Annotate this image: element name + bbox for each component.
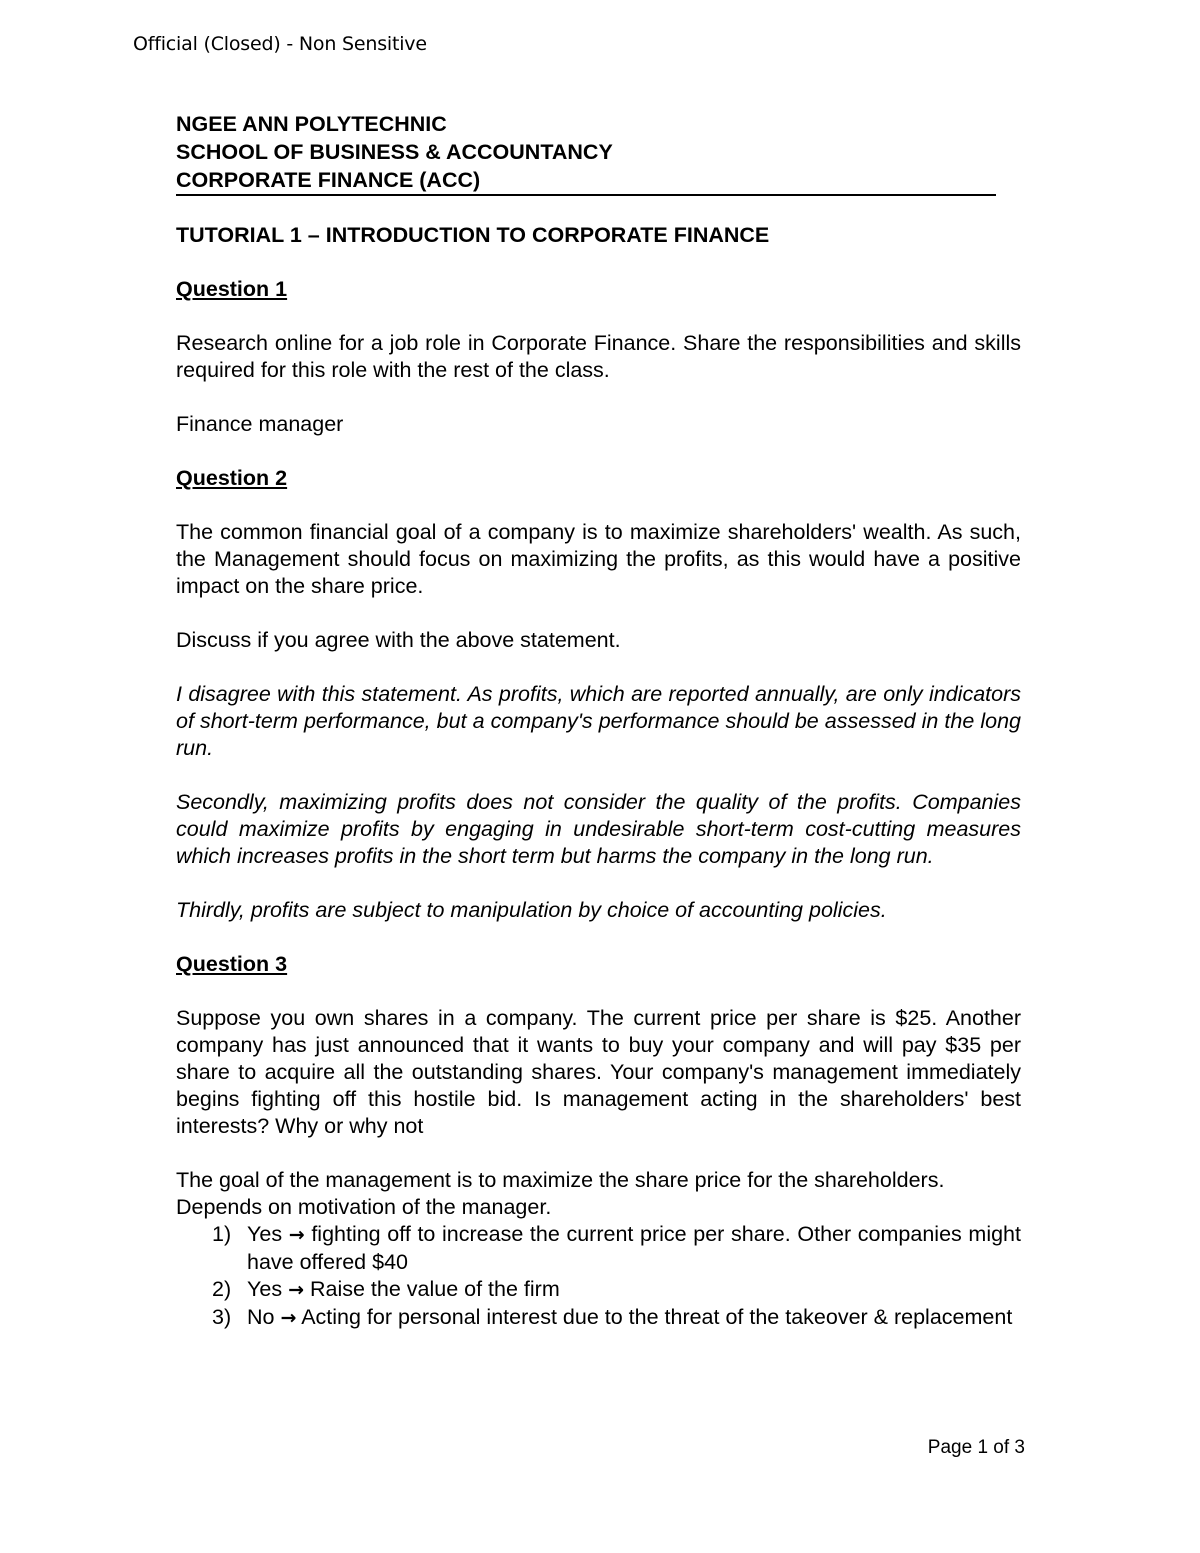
classification-label: Official (Closed) - Non Sensitive <box>133 33 427 55</box>
question-2-answer-1: I disagree with this statement. As profits, which are reported annually, are only indicators of short-term performance, but a company's performance should be assessed in the long run. <box>176 682 1021 760</box>
list-item <box>176 1304 1021 1332</box>
document-header <box>176 110 1021 194</box>
question-3-answer-line-1: The goal of the management is to maximize the share price for the shareholders. <box>176 1168 945 1192</box>
arrow-right-icon: → <box>288 1279 304 1301</box>
list-item-lead: Yes <box>247 1222 283 1246</box>
institution-name: NGEE ANN POLYTECHNIC <box>176 112 447 136</box>
header-divider <box>176 194 996 196</box>
question-2-text: The common financial goal of a company is to maximize shareholders' wealth. As such, the Management should focus on maximizing the profits, as this would have a positive impact on the share price. <box>176 520 1021 598</box>
list-item-number: 3) <box>212 1305 232 1329</box>
arrow-right-icon: → <box>280 1307 297 1329</box>
list-item-text: Raise the value of the firm <box>309 1277 560 1301</box>
list-item-text: fighting off to increase the current price per share. Other companies might have offered $40 <box>247 1222 1021 1274</box>
arrow-right-icon: → <box>288 1224 305 1246</box>
question-3-answer-line-2: Depends on motivation of the manager. <box>176 1195 552 1219</box>
question-1-answer: Finance manager <box>176 412 344 436</box>
question-2-prompt: Discuss if you agree with the above statement. <box>176 628 621 652</box>
tutorial-title: TUTORIAL 1 – INTRODUCTION TO CORPORATE FINANCE <box>176 223 770 247</box>
school-name: SCHOOL OF BUSINESS & ACCOUNTANCY <box>176 140 613 164</box>
question-3-text: Suppose you own shares in a company. The current price per share is $25. Another company has just announced that it wants to buy your company and will pay $35 per share to acquire all the outstanding shares. Your company's management immediately begins fighting off this hostile bid. Is management acting in the shareholders' best interests? Why or why not <box>176 1006 1021 1138</box>
list-item-text: Acting for personal interest due to the threat of the takeover & replacement <box>301 1305 1013 1329</box>
question-2-heading: Question 2 <box>176 466 288 490</box>
list-item-number: 2) <box>212 1277 232 1301</box>
list-item-lead: Yes <box>247 1277 283 1301</box>
page-number: Page 1 of 3 <box>927 1437 1025 1458</box>
list-item-lead: No <box>247 1305 275 1329</box>
question-3-heading: Question 3 <box>176 952 288 976</box>
question-3-answer-list <box>176 1221 1021 1332</box>
question-2-answer-3: Thirdly, profits are subject to manipulation by choice of accounting policies. <box>176 898 887 922</box>
question-2-answer-2: Secondly, maximizing profits does not consider the quality of the profits. Companies could maximize profits by engaging in undesirable short-term cost-cutting measures which increases profits in the short term but harms the company in the long run. <box>176 790 1021 868</box>
document-body <box>176 110 1021 1332</box>
list-item-number: 1) <box>212 1222 232 1246</box>
question-1-heading: Question 1 <box>176 277 288 301</box>
list-item <box>176 1221 1021 1276</box>
course-name: CORPORATE FINANCE (ACC) <box>176 168 481 192</box>
list-item <box>176 1276 1021 1304</box>
question-1-text: Research online for a job role in Corporate Finance. Share the responsibilities and skills required for this role with the rest of the class. <box>176 331 1021 382</box>
